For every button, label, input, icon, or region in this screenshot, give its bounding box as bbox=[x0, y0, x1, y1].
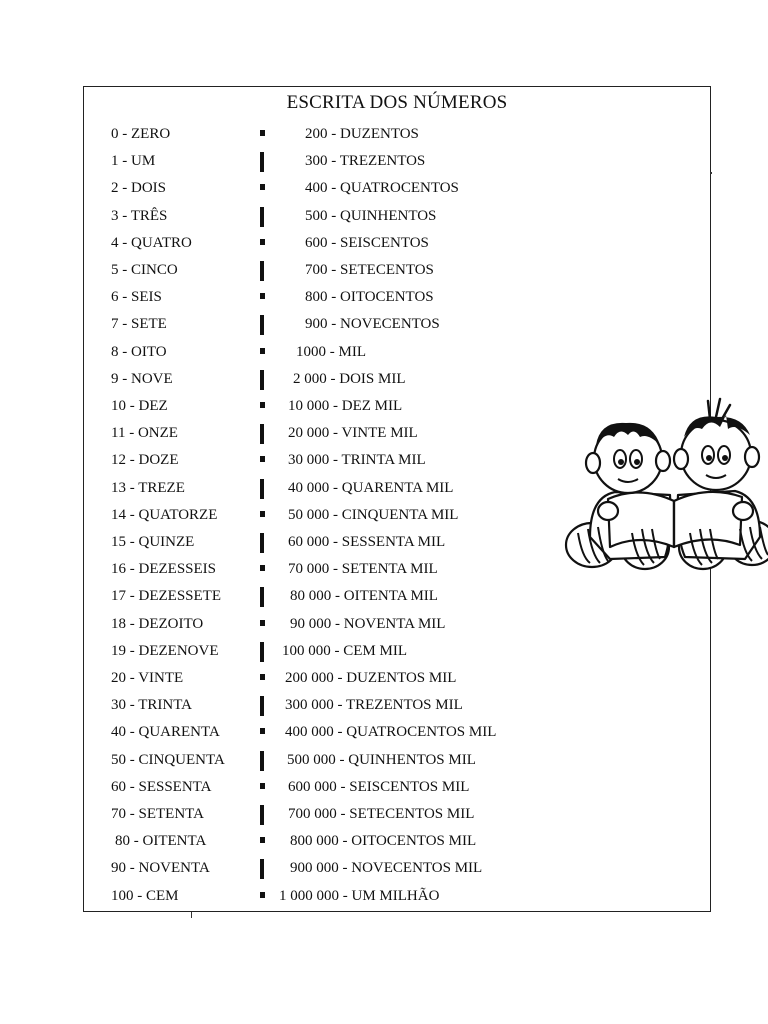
right-number-entry: 40 000 - QUARENTA MIL bbox=[288, 479, 454, 496]
divider-mark bbox=[260, 783, 265, 789]
right-number-entry: 1 000 000 - UM MILHÃO bbox=[279, 887, 440, 904]
right-number-entry: 700 - SETECENTOS bbox=[305, 262, 434, 278]
right-number-entry: 60 000 - SESSENTA MIL bbox=[288, 534, 446, 550]
right-number-entry: 2 000 - DOIS MIL bbox=[293, 370, 406, 387]
divider-mark bbox=[260, 293, 265, 299]
right-number-entry: 700 000 - SETECENTOS MIL bbox=[288, 806, 475, 822]
left-number-entry: 0 - ZERO bbox=[111, 126, 171, 142]
left-number-entry: 5 - CINCO bbox=[111, 262, 178, 278]
left-number-entry: 4 - QUATRO bbox=[111, 234, 192, 251]
left-number-entry: 1 - UM bbox=[111, 153, 156, 170]
right-number-entry: 300 000 - TREZENTOS MIL bbox=[285, 697, 463, 714]
left-number-entry: 19 - DEZENOVE bbox=[111, 642, 219, 659]
left-number-entry: 80 - OITENTA bbox=[115, 833, 207, 850]
page-title: ESCRITA DOS NÚMEROS bbox=[286, 92, 508, 113]
left-number-entry: 12 - DOZE bbox=[111, 452, 179, 469]
right-number-entry: 80 000 - OITENTA MIL bbox=[290, 588, 438, 605]
left-number-entry: 40 - QUARENTA bbox=[111, 724, 220, 741]
left-number-entry: 8 - OITO bbox=[111, 343, 167, 360]
divider-mark bbox=[260, 805, 264, 825]
right-number-entry: 200 - DUZENTOS bbox=[305, 126, 419, 142]
right-number-entry: 10 000 - DEZ MIL bbox=[288, 398, 403, 414]
divider-mark bbox=[260, 674, 265, 680]
right-number-entry: 100 000 - CEM MIL bbox=[282, 642, 407, 659]
left-number-entry: 18 - DEZOITO bbox=[111, 615, 204, 632]
left-number-entry: 90 - NOVENTA bbox=[111, 860, 210, 877]
margin-mark bbox=[191, 912, 192, 918]
right-number-entry: 400 000 - QUATROCENTOS MIL bbox=[285, 724, 497, 741]
left-number-entry: 14 - QUATORZE bbox=[111, 506, 218, 523]
divider-mark bbox=[260, 152, 264, 172]
left-number-entry: 2 - DOIS bbox=[111, 180, 166, 197]
right-number-entry: 900 000 - NOVECENTOS MIL bbox=[290, 860, 483, 877]
right-number-entry: 90 000 - NOVENTA MIL bbox=[290, 615, 446, 632]
right-number-entry: 300 - TREZENTOS bbox=[305, 153, 426, 170]
divider-mark bbox=[260, 315, 264, 335]
divider-mark bbox=[260, 370, 264, 390]
right-number-entry: 70 000 - SETENTA MIL bbox=[288, 561, 438, 578]
divider-mark bbox=[260, 511, 265, 517]
right-number-entry: 500 - QUINHENTOS bbox=[305, 207, 437, 224]
divider-mark bbox=[260, 565, 265, 571]
right-number-entry: 30 000 - TRINTA MIL bbox=[288, 452, 426, 469]
divider-mark bbox=[260, 348, 265, 354]
divider-mark bbox=[260, 207, 264, 227]
left-number-entry: 70 - SETENTA bbox=[111, 806, 204, 822]
right-number-entry: 500 000 - QUINHENTOS MIL bbox=[287, 751, 476, 768]
divider-mark bbox=[260, 751, 264, 771]
left-number-entry: 6 - SEIS bbox=[111, 289, 162, 306]
left-number-entry: 13 - TREZE bbox=[111, 479, 185, 496]
left-number-entry: 3 - TRÊS bbox=[111, 207, 168, 224]
divider-mark bbox=[260, 402, 265, 408]
left-number-entry: 15 - QUINZE bbox=[111, 534, 195, 550]
dashed-divider bbox=[258, 123, 266, 909]
divider-mark bbox=[260, 642, 264, 662]
right-number-entry: 800 - OITOCENTOS bbox=[305, 289, 434, 306]
divider-mark bbox=[260, 892, 265, 898]
left-number-entry: 100 - CEM bbox=[111, 887, 179, 904]
divider-mark bbox=[260, 859, 264, 879]
divider-mark bbox=[260, 533, 264, 553]
divider-mark bbox=[260, 184, 265, 190]
left-number-entry: 17 - DEZESSETE bbox=[111, 588, 221, 605]
divider-mark bbox=[260, 456, 265, 462]
divider-mark bbox=[260, 728, 265, 734]
left-number-entry: 7 - SETE bbox=[111, 316, 167, 333]
right-number-entry: 800 000 - OITOCENTOS MIL bbox=[290, 833, 477, 850]
right-number-entry: 200 000 - DUZENTOS MIL bbox=[285, 670, 457, 686]
right-number-entry: 20 000 - VINTE MIL bbox=[288, 425, 418, 442]
divider-mark bbox=[260, 424, 264, 444]
right-number-entry: 900 - NOVECENTOS bbox=[305, 316, 440, 333]
divider-mark bbox=[260, 837, 265, 843]
left-number-entry: 10 - DEZ bbox=[111, 398, 168, 414]
right-number-entry: 50 000 - CINQUENTA MIL bbox=[288, 506, 459, 523]
divider-mark bbox=[260, 479, 264, 499]
right-number-entry: 600 000 - SEISCENTOS MIL bbox=[288, 778, 470, 795]
right-number-entry: 400 - QUATROCENTOS bbox=[305, 180, 459, 197]
left-number-entry: 16 - DEZESSEIS bbox=[111, 561, 216, 578]
divider-mark bbox=[260, 620, 265, 626]
divider-mark bbox=[260, 696, 264, 716]
divider-mark bbox=[260, 261, 264, 281]
left-number-entry: 9 - NOVE bbox=[111, 370, 173, 387]
kids-reading-illustration bbox=[560, 387, 768, 602]
left-number-entry: 30 - TRINTA bbox=[111, 697, 193, 714]
divider-mark bbox=[260, 587, 264, 607]
right-number-entry: 600 - SEISCENTOS bbox=[305, 234, 429, 251]
left-number-entry: 20 - VINTE bbox=[111, 670, 184, 686]
left-number-entry: 11 - ONZE bbox=[111, 425, 178, 442]
left-number-entry: 60 - SESSENTA bbox=[111, 778, 212, 795]
margin-mark bbox=[710, 172, 712, 174]
worksheet-frame bbox=[83, 86, 711, 912]
divider-mark bbox=[260, 239, 265, 245]
divider-mark bbox=[260, 130, 265, 136]
right-number-entry: 1000 - MIL bbox=[296, 343, 366, 360]
left-number-entry: 50 - CINQUENTA bbox=[111, 751, 225, 768]
